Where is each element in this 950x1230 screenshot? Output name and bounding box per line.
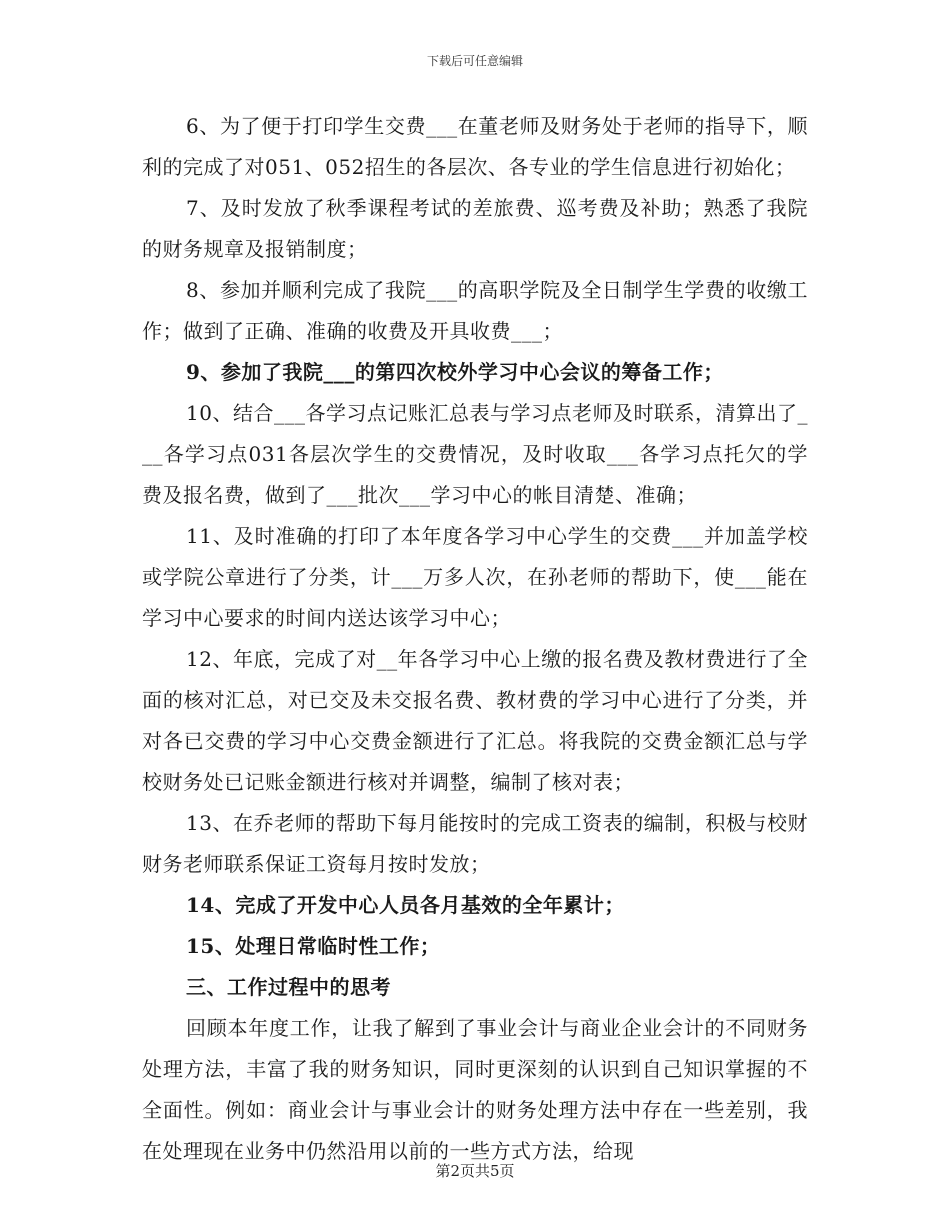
section-heading-3: 三、工作过程中的思考 — [186, 975, 391, 999]
paragraph-10: 10、结合___各学习点记账汇总表与学习点老师及时联系，清算出了___各学习点031各层次学生的交费情况，及时收取___各学习点托欠的学费及报名费，做到了___批次___学习中心的帐目清楚、准确； — [142, 401, 808, 507]
paragraph-8: 8、参加并顺利完成了我院___的高职学院及全日制学生学费的收缴工作；做到了正确、准确的收费及开具收费___； — [142, 278, 808, 343]
paragraph-13: 13、在乔老师的帮助下每月能按时的完成工资表的编制，积极与校财财务老师联系保证工资每月按时发放； — [142, 811, 808, 876]
page-header: 下载后可任意编辑 — [426, 54, 523, 68]
document-body — [142, 106, 808, 1172]
paragraph-reflection: 回顾本年度工作，让我了解到了事业会计与商业企业会计的不同财务处理方法，丰富了我的财务知识，同时更深刻的认识到自己知识掌握的不全面性。例如：商业会计与事业会计的财务处理方法中存在一些差别，我在处理现在业务中仍然沿用以前的一些方式方法，给现 — [142, 1016, 808, 1163]
page-footer: 第2页共5页 — [435, 1162, 515, 1180]
paragraph-15: 15、处理日常临时性工作； — [186, 934, 441, 958]
paragraph-14: 14、完成了开发中心人员各月基效的全年累计； — [186, 893, 625, 917]
paragraph-6: 6、为了便于打印学生交费___在董老师及财务处于老师的指导下，顺利的完成了对051、052招生的各层次、各专业的学生信息进行初始化； — [142, 114, 808, 179]
paragraph-9: 9、参加了我院___的第四次校外学习中心会议的筹备工作； — [186, 360, 724, 384]
paragraph-12: 12、年底，完成了对__年各学习中心上缴的报名费及教材费进行了全面的核对汇总，对已交及未交报名费、教材费的学习中心进行了分类，并对各已交费的学习中心交费金额进行了汇总。将我院的交费金额汇总与学校财务处已记账金额进行核对并调整，编制了核对表； — [142, 647, 808, 794]
paragraph-7: 7、及时发放了秋季课程考试的差旅费、巡考费及补助；熟悉了我院的财务规章及报销制度； — [142, 196, 808, 261]
paragraph-11: 11、及时准确的打印了本年度各学习中心学生的交费___并加盖学校或学院公章进行了分类，计___万多人次，在孙老师的帮助下，使___能在学习中心要求的时间内送达该学习中心； — [142, 524, 808, 630]
